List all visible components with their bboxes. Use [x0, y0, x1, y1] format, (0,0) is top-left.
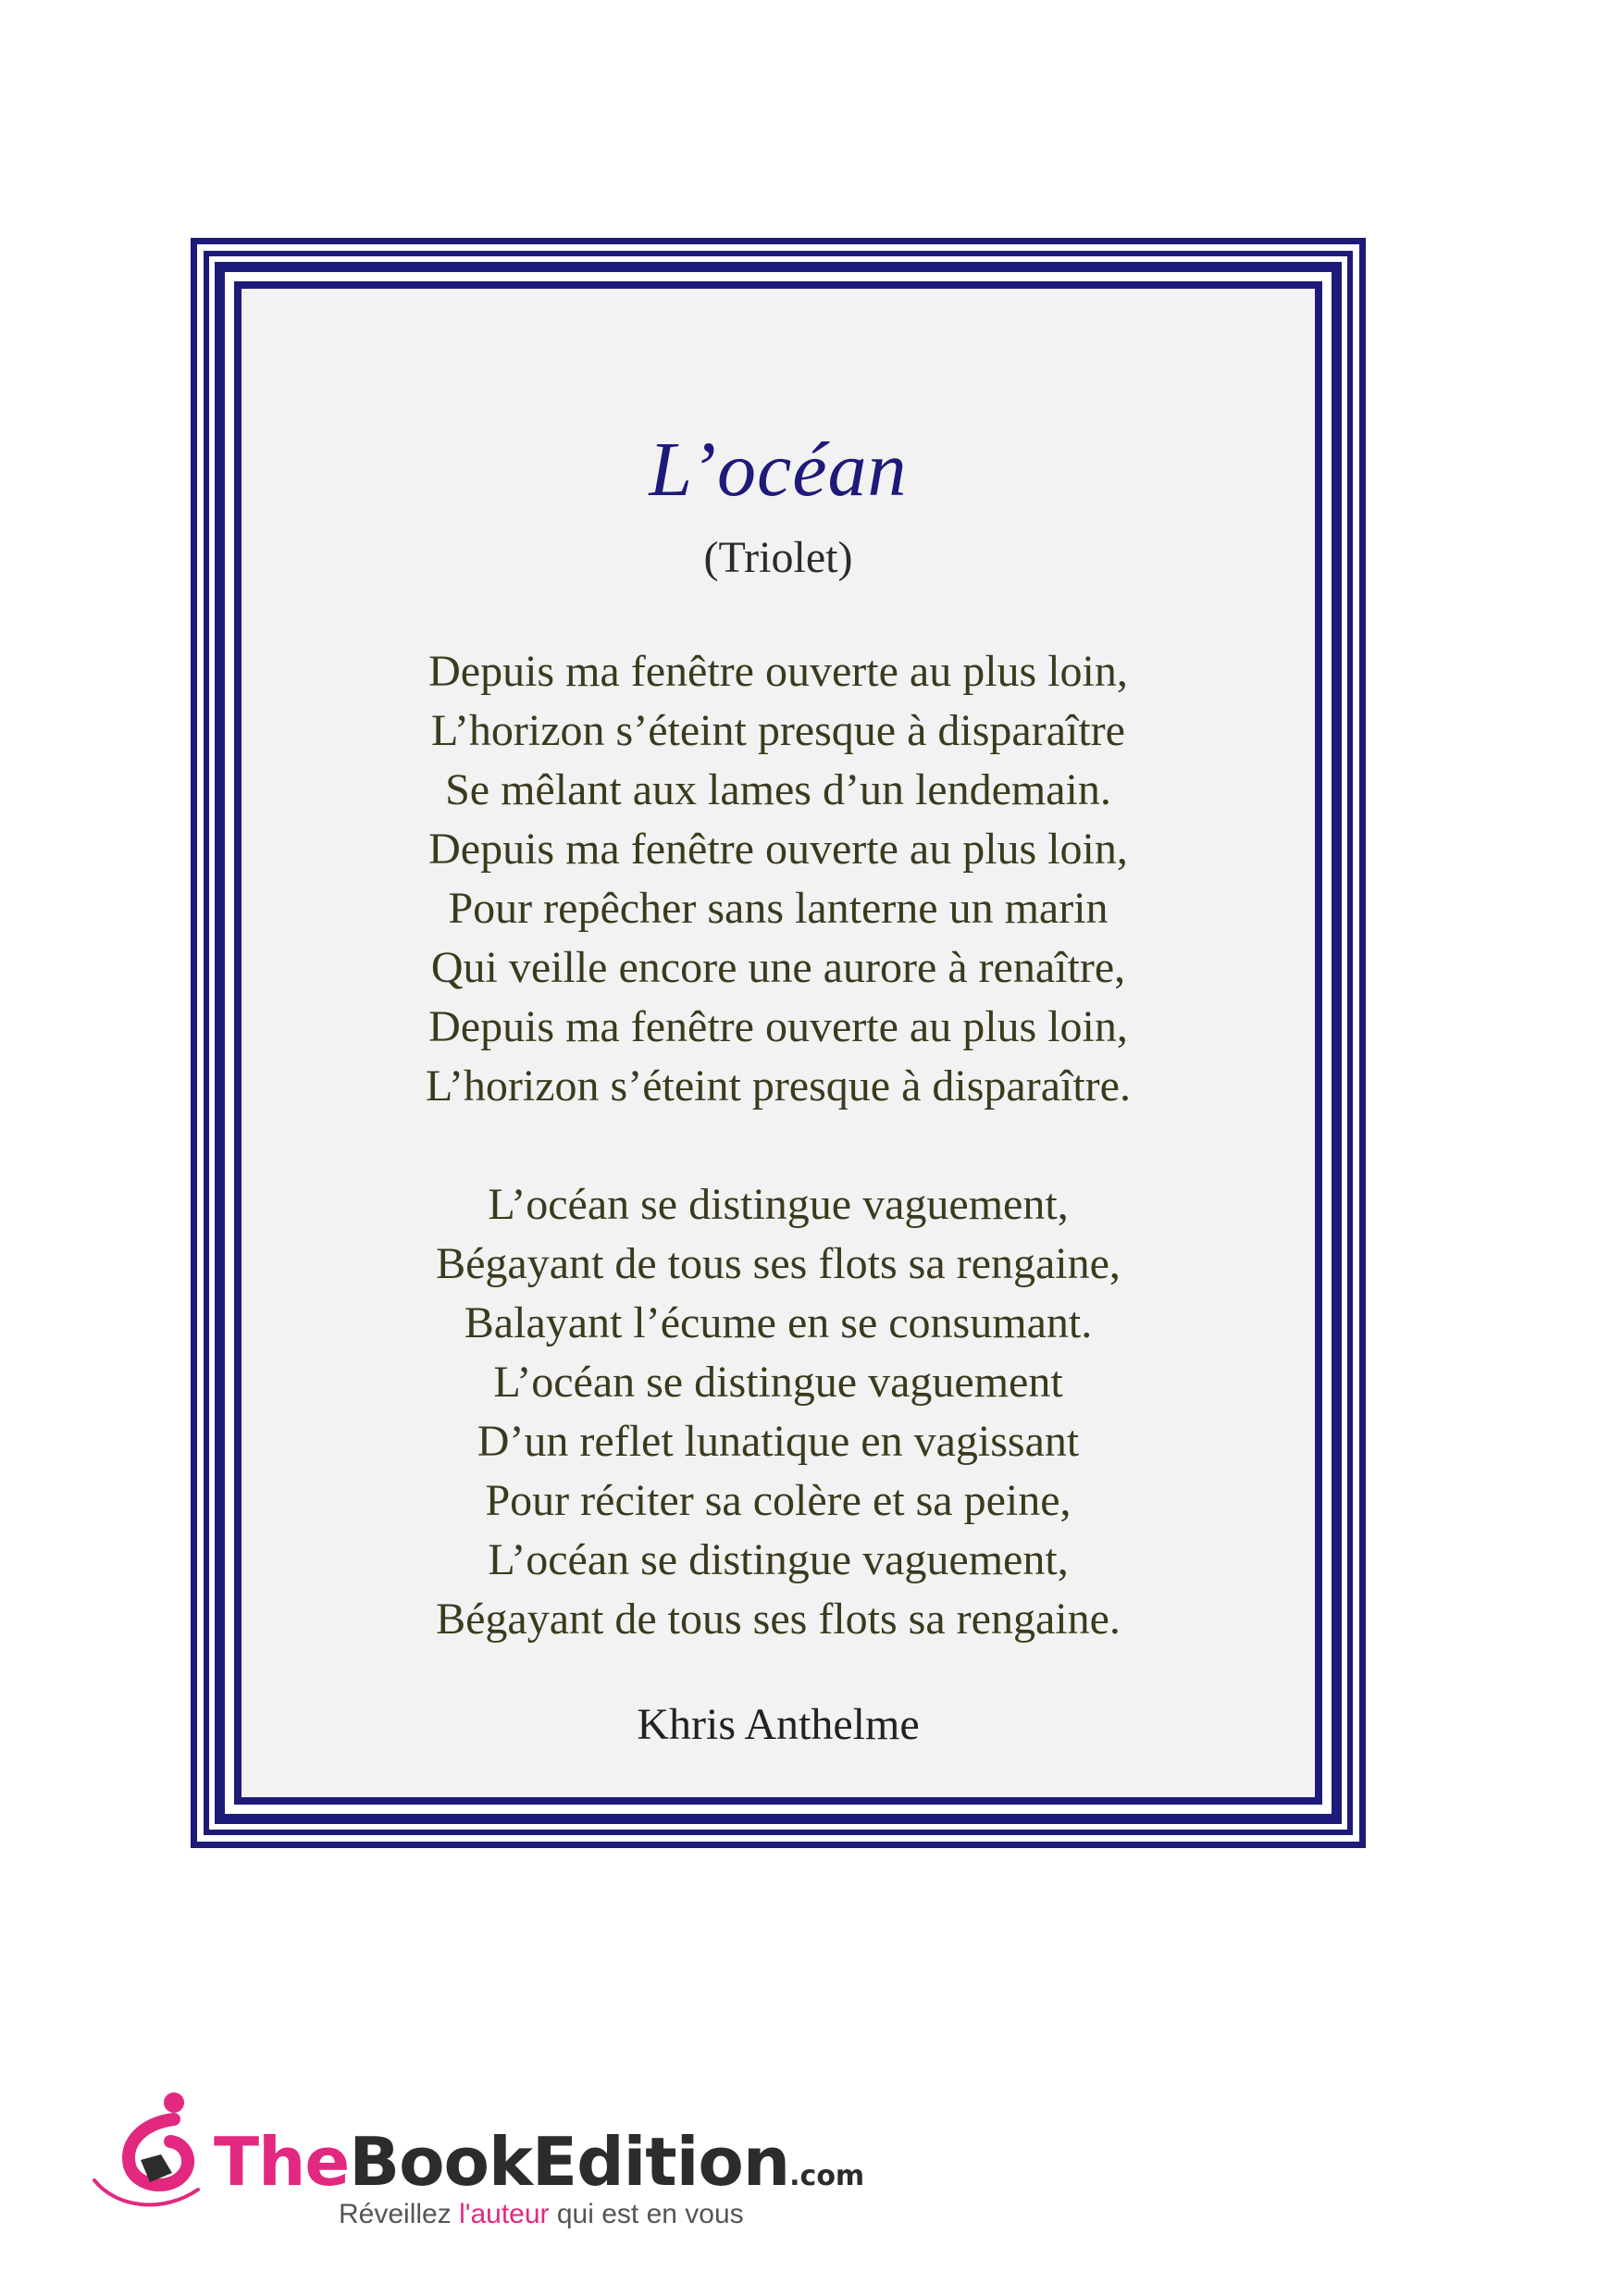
publisher-logo: [89, 2090, 865, 2229]
verse-line: Se mêlant aux lames d’un lendemain.: [445, 765, 1111, 814]
verse-line: Depuis ma fenêtre ouverte au plus loin,: [428, 1002, 1128, 1051]
verse-line: L’horizon s’éteint presque à disparaître: [431, 706, 1125, 755]
verse-line: L’océan se distingue vaguement,: [488, 1535, 1069, 1584]
verse-line: L’océan se distingue vaguement: [493, 1358, 1063, 1407]
verse-line: Pour repêcher sans lanterne un marin: [448, 884, 1109, 933]
publisher-wordmark: [214, 2123, 865, 2201]
publisher-tagline: [339, 2199, 744, 2230]
verse-line: Bégayant de tous ses flots sa rengaine.: [436, 1595, 1121, 1644]
poem-author: Khris Anthelme: [637, 1700, 920, 1749]
verse-line: Balayant l’écume en se consumant.: [464, 1298, 1093, 1347]
verse-line: D’un reflet lunatique en vagissant: [477, 1417, 1080, 1466]
tagline-accent: l'auteur: [459, 2199, 550, 2229]
verse-line: Bégayant de tous ses flots sa rengaine,: [436, 1239, 1121, 1288]
wordmark-com: .com: [789, 2160, 865, 2192]
verse-line: L’horizon s’éteint presque à disparaître.: [426, 1061, 1131, 1111]
poem-panel: [242, 289, 1315, 1797]
poem-frame: [191, 238, 1366, 1848]
reader-figure-icon: [89, 2090, 209, 2210]
poem-subtitle: (Triolet): [703, 533, 853, 582]
verse-line: Pour réciter sa colère et sa peine,: [485, 1476, 1072, 1525]
tagline-pre: Réveillez: [339, 2199, 460, 2229]
verse-line: Depuis ma fenêtre ouverte au plus loin,: [428, 647, 1128, 696]
stanza-2: [242, 1175, 1315, 1649]
stanza-1: [242, 642, 1315, 1116]
wordmark-edition: Edition: [531, 2123, 790, 2201]
verse-line: Qui veille encore une aurore à renaître,: [430, 943, 1126, 992]
wordmark-book: Book: [349, 2123, 532, 2201]
verse-line: L’océan se distingue vaguement,: [488, 1180, 1069, 1229]
verse-line: Depuis ma fenêtre ouverte au plus loin,: [428, 825, 1128, 874]
wordmark-the: The: [214, 2123, 350, 2201]
tagline-post: qui est en vous: [549, 2199, 744, 2229]
poem-title: L’océan: [649, 427, 908, 513]
